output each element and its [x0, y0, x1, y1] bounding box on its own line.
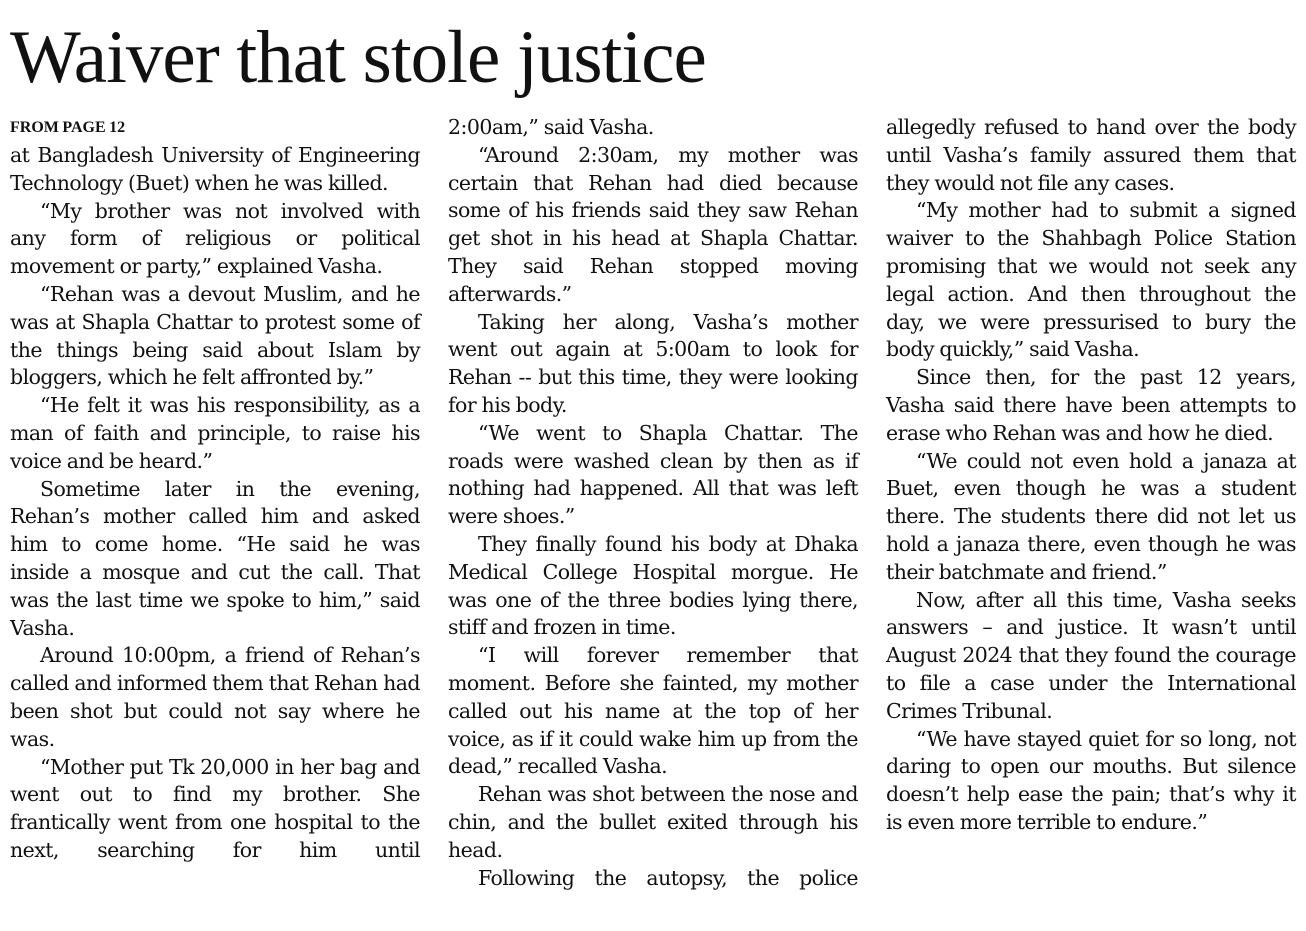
article-paragraph: “Mother put Tk 20,000 in her bag and went out to find my brother. She frantically went from one hospital to the next, searching for him until — [10, 754, 420, 862]
article-paragraph: Taking her along, Vasha’s mother went out again at 5:00am to look for Rehan -- but this time, they were looking for his body. — [448, 309, 858, 417]
article-column-3 — [886, 114, 1296, 837]
article-paragraph: “He felt it was his responsibility, as a man of faith and principle, to raise his voice and be heard.” — [10, 393, 420, 473]
article-paragraph: “We could not even hold a janaza at Buet, even though he was a student there. The students there did not let us hold a janaza there, even though he was their batchmate and friend.” — [886, 448, 1296, 584]
article-paragraph: Sometime later in the evening, Rehan’s mother called him and asked him to come home. “He said he was inside a mosque and cut the call. That was the last time we spoke to him,” said Vasha. — [10, 476, 420, 640]
article-paragraph: Rehan was shot between the nose and chin, and the bullet exited through his head. — [448, 782, 858, 862]
article-paragraph: “I will forever remember that moment. Before she fainted, my mother called out his name at the top of her voice, as if it could wake him up from the dead,” recalled Vasha. — [448, 643, 858, 779]
article-headline: Waiver that stole justice — [10, 16, 706, 99]
article-column-1 — [10, 114, 420, 865]
article-paragraph: allegedly refused to hand over the body until Vasha’s family assured them that they would not file any cases. — [886, 115, 1296, 195]
article-paragraph: 2:00am,” said Vasha. — [448, 115, 654, 139]
article-paragraph: “Around 2:30am, my mother was certain that Rehan had died because some of his friends said they saw Rehan get shot in his head at Shapla Chattar. They said Rehan stopped moving afterwards.” — [448, 142, 858, 306]
article-paragraph: They finally found his body at Dhaka Medical College Hospital morgue. He was one of the three bodies lying there, stiff and frozen in time. — [448, 531, 858, 640]
article-paragraph: Following the autopsy, the police — [478, 865, 858, 890]
article-paragraph: Since then, for the past 12 years, Vasha said there have been attempts to erase who Rehan was and how he died. — [886, 365, 1296, 445]
article-column-2 — [448, 114, 858, 892]
article-paragraph: “We went to Shapla Chattar. The roads were washed clean by then as if nothing had happened. All that was left were shoes.” — [448, 420, 858, 529]
article-paragraph: Now, after all this time, Vasha seeks answers – and justice. It wasn’t until August 2024 that they found the courage to file a case under the International Crimes Tribunal. — [886, 587, 1296, 723]
article-paragraph: at Bangladesh University of Engineering Technology (Buet) when he was killed. — [10, 143, 420, 195]
from-page-kicker: FROM PAGE 12 — [10, 119, 126, 136]
article-paragraph: “My brother was not involved with any form of religious or political movement or party,” explained Vasha. — [10, 198, 420, 279]
article-paragraph: “We have stayed quiet for so long, not daring to open our mouths. But silence doesn’t help ease the pain; that’s why it is even more terrible to endure.” — [886, 726, 1296, 834]
article-paragraph: Around 10:00pm, a friend of Rehan’s called and informed them that Rehan had been shot but could not say where he was. — [10, 643, 420, 751]
article-paragraph: “Rehan was a devout Muslim, and he was at Shapla Chattar to protest some of the things being said about Islam by bloggers, which he felt affronted by.” — [10, 281, 420, 390]
article-paragraph: “My mother had to submit a signed waiver to the Shahbagh Police Station promising that we would not seek any legal action. And then throughout the day, we were pressurised to bury the body quickly,” said Vasha. — [886, 198, 1296, 362]
